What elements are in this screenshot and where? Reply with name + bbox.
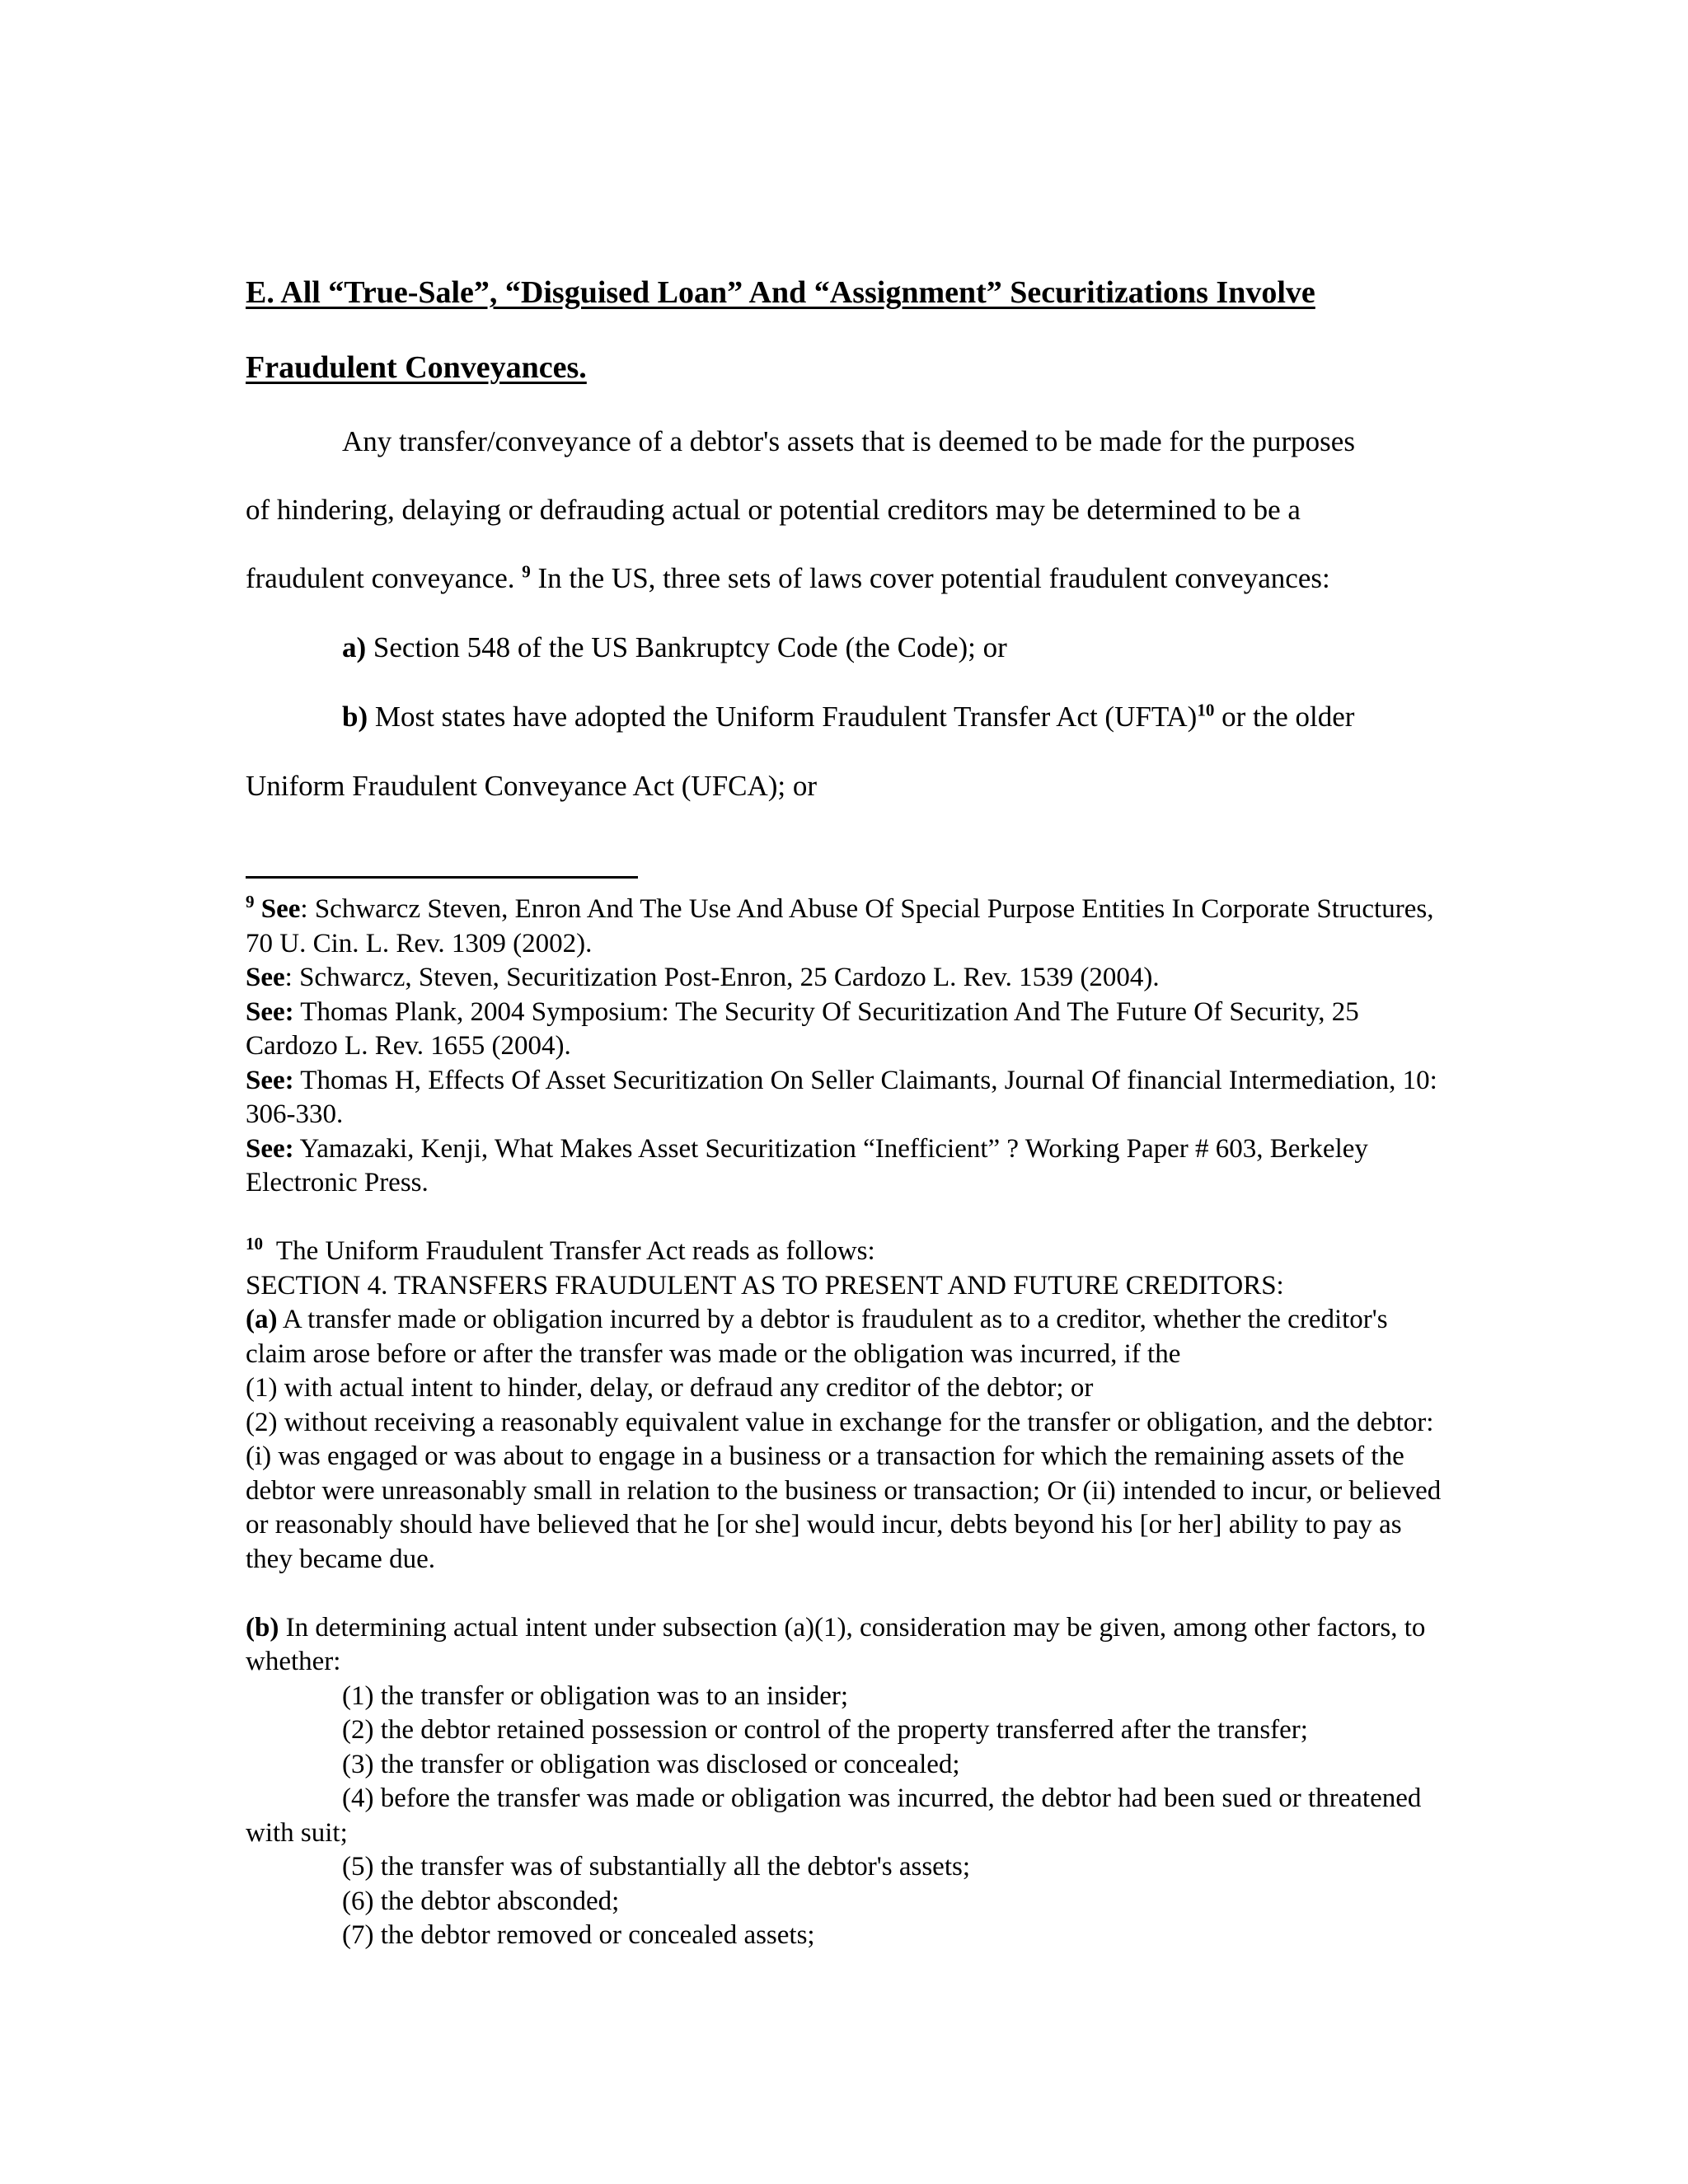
list-item-b-tail: or the older <box>1221 701 1355 733</box>
list-item-b-text: Most states have adopted the Uniform Fraudulent Transfer Act (UFTA) <box>374 701 1198 733</box>
footnote-ref-10[interactable]: 10 <box>1197 700 1215 720</box>
footnote-10 <box>246 1235 1449 1953</box>
footnote-10-intro: $^{10}$ The Uniform Fraudulent Transfer Act reads as follows: <box>246 1234 875 1266</box>
footnote-9-entry: See: Schwarcz, Steven, Securitization Post-Enron, 25 Cardozo L. Rev. 1539 (2004). <box>246 963 1160 992</box>
list-marker-b: b) <box>342 701 368 733</box>
footnote-9-entry: See: Thomas H, Effects Of Asset Securitization On Seller Claimants, Journal Of financial Intermediation, 10: 306-330. <box>246 1065 1437 1129</box>
body-text: fraudulent conveyance. <box>246 562 515 594</box>
footnote-10-clause-a: (a) A transfer made or obligation incurred by a debtor is fraudulent as to a creditor, whether the creditor's claim arose before or after the transfer was made or the obligation was incurred, if the <box>246 1305 1388 1369</box>
footnote-10-item: (1) the transfer or obligation was to an insider; <box>342 1680 848 1711</box>
footnote-9-number: 9 <box>246 892 255 912</box>
footnote-10-item: (4) before the transfer was made or obligation was incurred, the debtor had been sued or threatened with suit; <box>246 1783 1422 1848</box>
footnote-9-entry: $^9$ See: Schwarcz Steven, Enron And The Use And Abuse Of Special Purpose Entities In Corporate Structures, 70 U. Cin. L. Rev. 1309 (2002). <box>246 892 1434 958</box>
body-paragraph-line-1: Any transfer/conveyance of a debtor's assets that is deemed to be made for the purposes <box>342 425 1355 457</box>
list-item-a <box>342 633 1007 662</box>
footnote-ref-9[interactable]: 9 <box>522 561 531 582</box>
list-marker-a: a) <box>342 631 367 663</box>
list-item-b-line-2: Uniform Fraudulent Conveyance Act (UFCA); or <box>246 770 818 802</box>
list-item-a-text: Section 548 of the US Bankruptcy Code (the Code); or <box>373 631 1007 663</box>
section-heading-line-1: E. All “True-Sale”, “Disguised Loan” And “Assignment” Securitizations Involve <box>246 275 1315 310</box>
footnote-10-item: (6) the debtor absconded; <box>342 1886 620 1916</box>
footnote-10-item: (5) the transfer was of substantially all the debtor's assets; <box>342 1852 970 1882</box>
footnote-10-clause-b: (b) In determining actual intent under subsection (a)(1), consideration may be given, among other factors, to whether: <box>246 1612 1426 1676</box>
body-text: In the US, three sets of laws cover potential fraudulent conveyances: <box>537 562 1330 594</box>
list-item-b <box>342 702 1354 731</box>
footnote-9 <box>246 893 1449 1201</box>
footnote-9-entry: See: Yamazaki, Kenji, What Makes Asset Securitization “Inefficient” ? Working Paper # 603, Berkeley Electronic Press. <box>246 1133 1368 1197</box>
footnote-9-entry: See: Thomas Plank, 2004 Symposium: The Security Of Securitization And The Future Of Security, 25 Cardozo L. Rev. 1655 (2004). <box>246 996 1359 1061</box>
section-heading-line-2: Fraudulent Conveyances. <box>246 350 587 385</box>
footnote-separator <box>246 876 638 879</box>
footnote-10-item: (3) the transfer or obligation was disclosed or concealed; <box>342 1749 960 1779</box>
footnote-10-item: (7) the debtor removed or concealed assets; <box>342 1920 815 1950</box>
footnote-10-item: (2) the debtor retained possession or control of the property transferred after the transfer; <box>342 1715 1308 1745</box>
body-paragraph-line-3 <box>246 561 1330 594</box>
footnote-10-clause-a2: (2) without receiving a reasonably equivalent value in exchange for the transfer or obligation, and the debtor: (i) was engaged or was about to engage in a business or a transaction for which the remaining assets of the debtor were unreasonably small in relation to the business or transaction; Or (ii) intended to incur, or believed or reasonably should have believed that he [or she] would incur, debts beyond his [or her] ability to pay as they became due. <box>246 1407 1442 1574</box>
footnote-10-clause-a1: (1) with actual intent to hinder, delay, or defraud any creditor of the debtor; or <box>246 1373 1094 1403</box>
footnote-10-number: 10 <box>246 1234 263 1254</box>
footnote-10-section-title: SECTION 4. TRANSFERS FRAUDULENT AS TO PRESENT AND FUTURE CREDITORS: <box>246 1270 1284 1301</box>
body-paragraph-line-2: of hindering, delaying or defrauding actual or potential creditors may be determined to be a <box>246 494 1301 526</box>
